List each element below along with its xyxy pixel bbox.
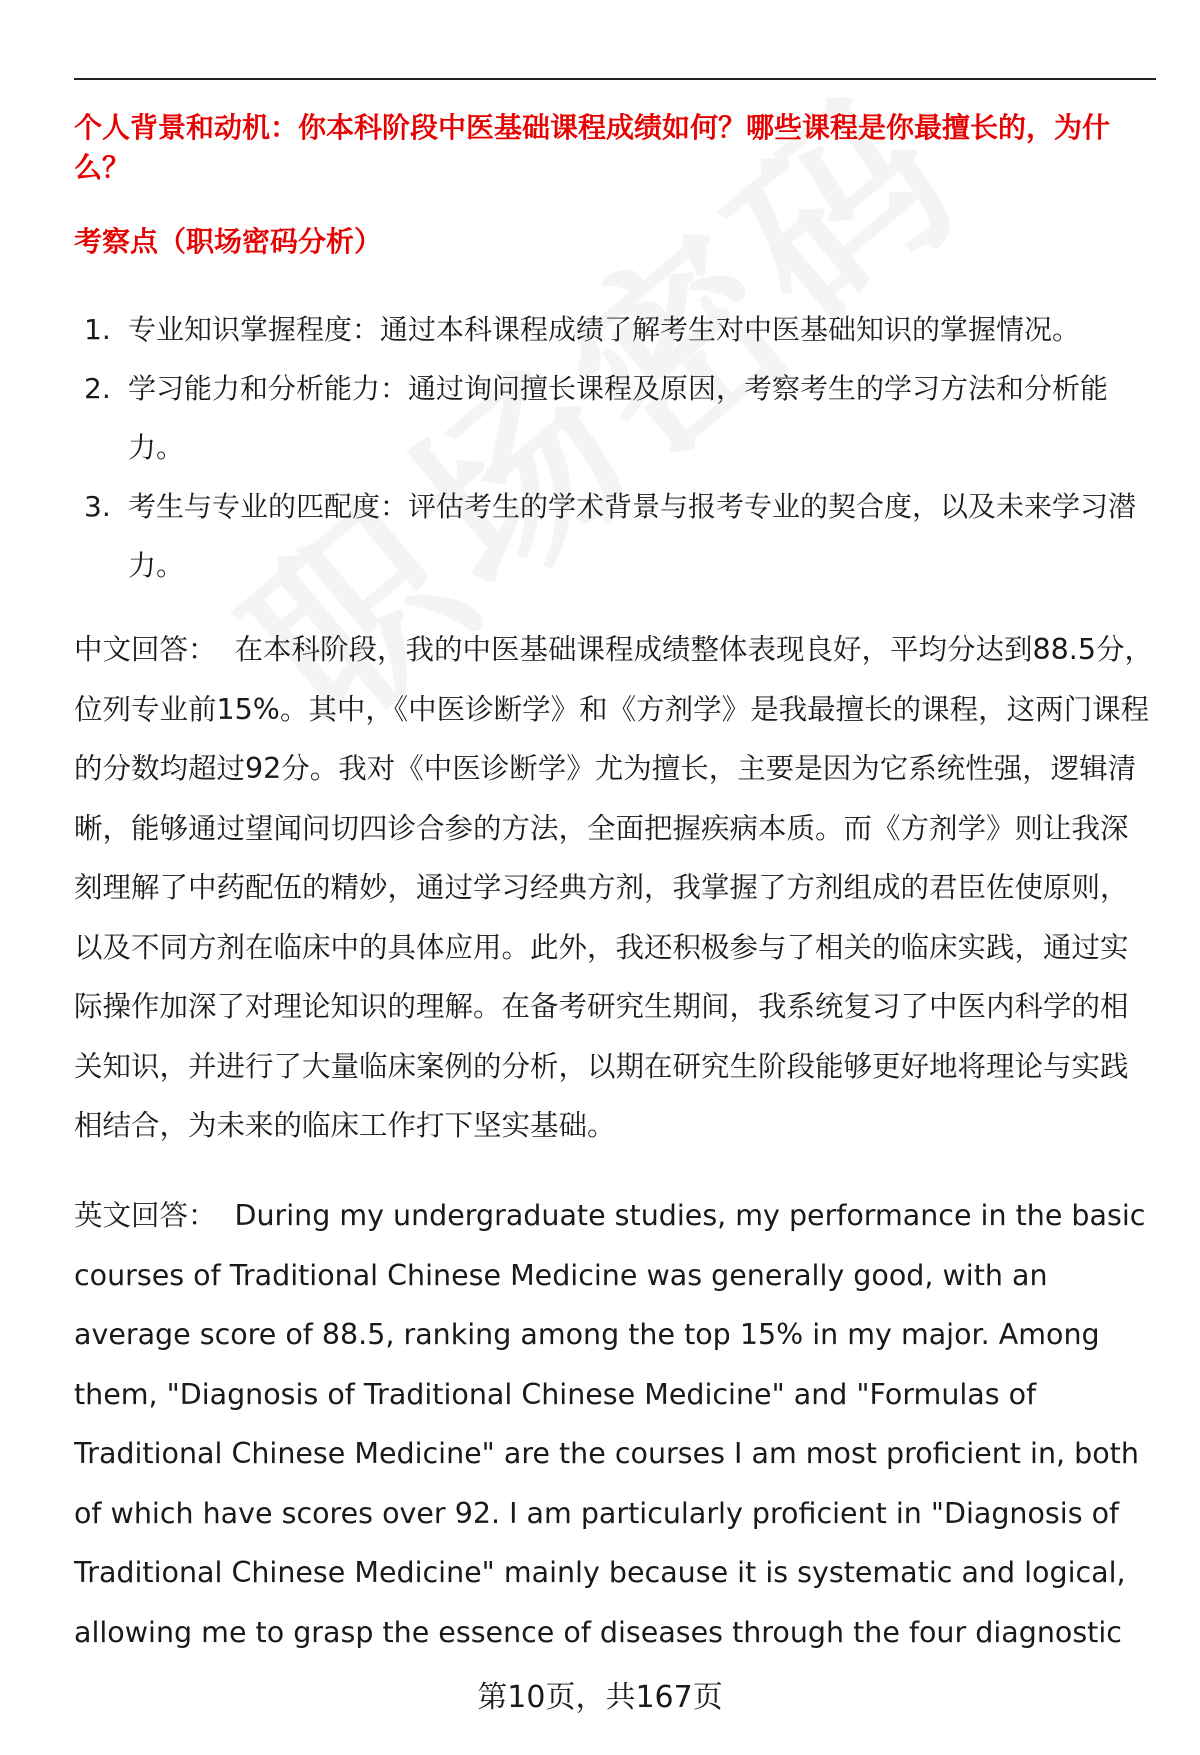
chinese-answer [74, 620, 1156, 1156]
chinese-answer-text: 在本科阶段，我的中医基础课程成绩整体表现良好，平均分达到88.5分，位列专业前15%。其中，《中医诊断学》和《方剂学》是我最擅长的课程，这两门课程的分数均超过92分。我对《中医诊断学》尤为擅长，主要是因为它系统性强，逻辑清晰，能够通过望闻问切四诊合参的方法，全面把握疾病本质。而《方剂学》则让我深刻理解了中药配伍的精妙，通过学习经典方剂，我掌握了方剂组成的君臣佐使原则，以及不同方剂在临床中的具体应用。此外，我还积极参与了相关的临床实践，通过实际操作加深了对理论知识的理解。在备考研究生期间，我系统复习了中医内科学的相关知识，并进行了大量临床案例的分析，以期在研究生阶段能够更好地将理论与实践相结合，为未来的临床工作打下坚实基础。 [74, 633, 1153, 1142]
english-answer-label: 英文回答： [74, 1199, 217, 1232]
page-number: 第10页，共167页 [477, 1680, 723, 1715]
list-item-text: 学习能力和分析能力：通过询问擅长课程及原因，考察考生的学习方法和分析能力。 [128, 372, 1109, 464]
chinese-answer-label: 中文回答： [74, 633, 217, 666]
header-rule [74, 78, 1156, 80]
list-item [74, 477, 1156, 595]
list-item [74, 359, 1156, 477]
list-item [74, 300, 1156, 359]
question-heading: 个人背景和动机：你本科阶段中医基础课程成绩如何？哪些课程是你最擅长的，为什么？ [74, 111, 1111, 184]
list-number: 2. [84, 372, 111, 405]
assessment-points-list [74, 300, 1156, 595]
list-item-text: 专业知识掌握程度：通过本科课程成绩了解考生对中医基础知识的掌握情况。 [128, 313, 1081, 346]
list-item-text: 考生与专业的匹配度：评估考生的学术背景与报考专业的契合度，以及未来学习潜力。 [128, 490, 1137, 582]
english-answer [74, 1186, 1156, 1666]
list-number: 1. [84, 313, 111, 346]
list-number: 3. [84, 490, 111, 523]
english-answer-text: During my undergraduate studies, my performance in the basic courses of Traditional Chinese Medicine was generally good, with an average score of 88.5, ranking among the top 15% in my major. Among them, "Diagnosis of Traditional Chinese Medicine" and "Formulas of Traditional Chinese Medicine" are the courses I am most proficient in, both of which have scores over 92. I am particularly proficient in "Diagnosis of Traditional Chinese Medicine" mainly because it is systematic and logical, allowing me to grasp the essence of diseases through the four diagnostic [74, 1199, 1146, 1649]
section-title: 考察点（职场密码分析） [74, 225, 383, 258]
